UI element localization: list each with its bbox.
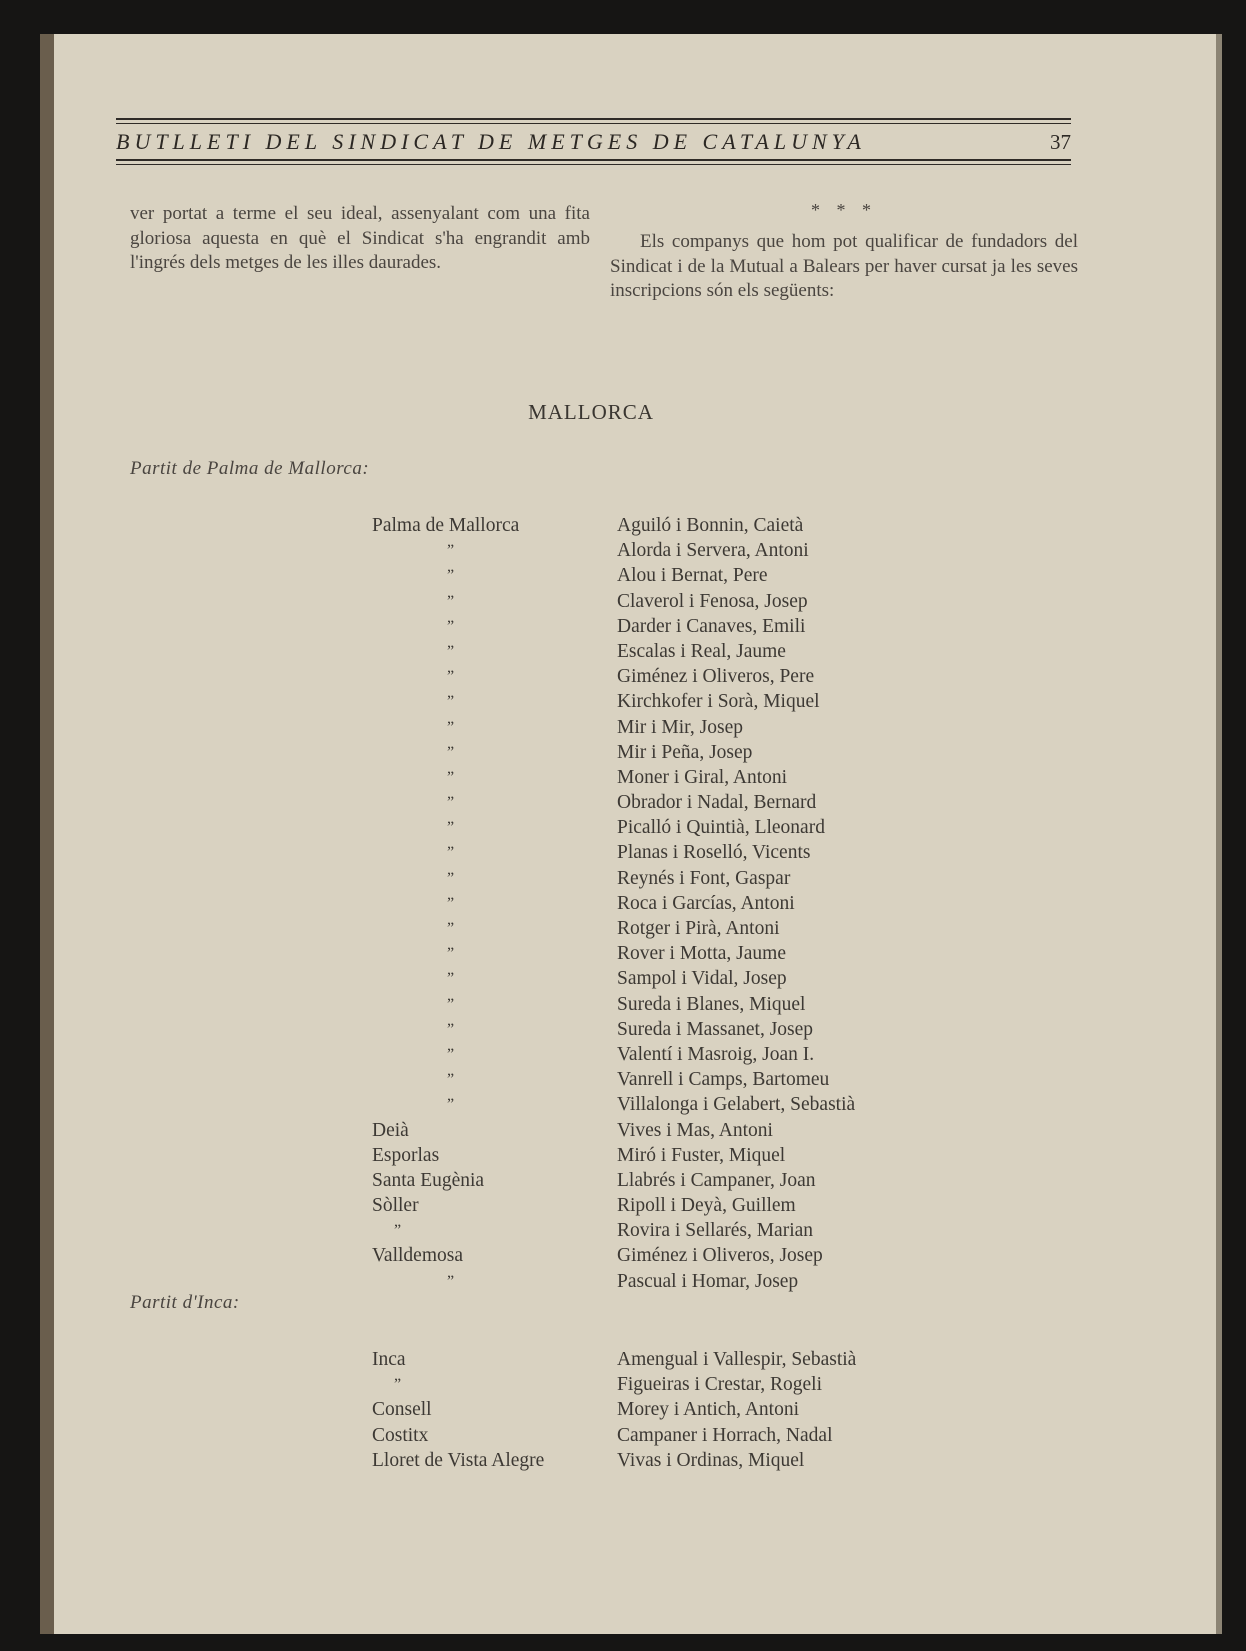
- town-cell: Lloret de Vista Alegre: [372, 1449, 545, 1471]
- member-name-cell: Rotger i Pirà, Antoni: [617, 918, 780, 939]
- town-cell: ”: [447, 995, 455, 1013]
- town-cell: ”: [447, 819, 455, 837]
- list-item: [0, 840, 1182, 865]
- member-name-cell: Rovira i Sellarés, Marian: [617, 1220, 814, 1242]
- member-name-cell: Escalas i Real, Jaume: [617, 640, 786, 662]
- town-cell: ”: [447, 1071, 455, 1089]
- header-rule: [116, 123, 1071, 124]
- town-cell: ”: [447, 894, 455, 912]
- member-name-cell: Llabrés i Campaner, Joan: [617, 1169, 816, 1191]
- member-name-cell: Vanrell i Camps, Bartomeu: [617, 1069, 830, 1091]
- member-name-cell: Ripoll i Deyà, Guillem: [617, 1195, 796, 1217]
- town-cell: ”: [447, 1272, 455, 1290]
- section-title: MALLORCA: [528, 400, 654, 424]
- list-item: [0, 1042, 1182, 1067]
- town-cell: ”: [447, 542, 455, 560]
- list-item: [0, 966, 1182, 991]
- list-item: [0, 1118, 1182, 1143]
- list-item: [0, 1347, 1182, 1372]
- list-item: [0, 538, 1182, 563]
- town-cell: ”: [447, 693, 455, 711]
- list-item: [0, 1067, 1182, 1092]
- member-name-cell: Giménez i Oliveros, Pere: [617, 666, 815, 688]
- member-list-palma: [0, 513, 1182, 1294]
- town-cell: ”: [447, 642, 455, 660]
- town-cell: Santa Eugènia: [372, 1169, 485, 1191]
- member-name-cell: Valentí i Masroig, Joan I.: [617, 1043, 815, 1065]
- town-cell: ”: [447, 869, 455, 887]
- list-item: [0, 614, 1182, 639]
- page-edge: [1216, 34, 1222, 1634]
- running-title: BUTLLETI DEL SINDICAT DE METGES DE CATALUNYA: [116, 129, 866, 154]
- member-name-cell: Roca i Garcías, Antoni: [617, 892, 795, 914]
- list-item: [0, 1243, 1182, 1268]
- list-item: [0, 790, 1182, 815]
- town-cell: Consell: [372, 1399, 432, 1421]
- list-item: [0, 689, 1182, 714]
- town-cell: ”: [447, 970, 455, 988]
- member-name-cell: Vives i Mas, Antoni: [617, 1119, 773, 1141]
- list-item: [0, 765, 1182, 790]
- list-item: [0, 1269, 1182, 1294]
- town-cell: ”: [447, 1020, 455, 1038]
- list-item: [0, 866, 1182, 891]
- list-item: [0, 1092, 1182, 1117]
- town-cell: ”: [447, 592, 455, 610]
- intro-right-paragraph: Els companys que hom pot qualificar de fundadors del Sindicat i de la Mutual a Balears per haver cursat ja les seves inscripcions són els següents:: [610, 231, 1078, 301]
- member-name-cell: Sureda i Blanes, Miquel: [617, 993, 806, 1015]
- town-cell: Valldemosa: [372, 1245, 463, 1267]
- list-item: [0, 941, 1182, 966]
- town-cell: ”: [447, 718, 455, 736]
- list-item: [0, 664, 1182, 689]
- list-item: [0, 1372, 1182, 1397]
- list-item: [0, 513, 1182, 538]
- town-cell: ”: [447, 844, 455, 862]
- town-cell: ”: [447, 945, 455, 963]
- header-rule: [116, 118, 1071, 120]
- running-title-bar: [116, 126, 1071, 158]
- member-name-cell: Campaner i Horrach, Nadal: [617, 1424, 833, 1446]
- district-label-inca: Partit d'Inca:: [130, 1292, 240, 1313]
- town-cell: ”: [447, 617, 455, 635]
- member-name-cell: Claverol i Fenosa, Josep: [617, 590, 808, 612]
- town-cell: Deià: [372, 1119, 409, 1141]
- member-name-cell: Sureda i Massanet, Josep: [617, 1018, 814, 1040]
- list-item: [0, 815, 1182, 840]
- list-item: [0, 916, 1182, 941]
- town-cell: ”: [447, 743, 455, 761]
- member-name-cell: Sampol i Vidal, Josep: [617, 968, 787, 990]
- town-cell: ”: [447, 567, 455, 585]
- member-name-cell: Kirchkofer i Sorà, Miquel: [617, 691, 820, 713]
- member-name-cell: Alou i Bernat, Pere: [617, 565, 768, 587]
- district-label-palma: Partit de Palma de Mallorca:: [130, 458, 370, 479]
- town-cell: ”: [447, 1096, 455, 1114]
- member-name-cell: Giménez i Oliveros, Josep: [617, 1245, 823, 1267]
- list-item: [0, 715, 1182, 740]
- town-cell: Esporlas: [372, 1144, 440, 1166]
- member-name-cell: Morey i Antich, Antoni: [617, 1399, 799, 1421]
- town-cell: ”: [447, 920, 455, 937]
- town-cell: ”: [447, 668, 455, 686]
- header-rule: [116, 164, 1071, 165]
- list-item: [0, 1423, 1182, 1448]
- section-separator: * * *: [811, 200, 877, 220]
- member-name-cell: Mir i Mir, Josep: [617, 716, 743, 738]
- list-item: [0, 1143, 1182, 1168]
- member-name-cell: Picalló i Quintià, Lleonard: [617, 817, 825, 839]
- member-name-cell: Obrador i Nadal, Bernard: [617, 792, 817, 814]
- town-cell: ”: [447, 768, 455, 786]
- list-item: [0, 639, 1182, 664]
- header-rule: [116, 159, 1071, 161]
- member-name-cell: Miró i Fuster, Miquel: [617, 1144, 786, 1166]
- member-name-cell: Alorda i Servera, Antoni: [617, 540, 809, 562]
- town-cell: ”: [447, 1045, 455, 1063]
- list-item: [0, 1168, 1182, 1193]
- member-name-cell: Villalonga i Gelabert, Sebastià: [617, 1094, 856, 1116]
- town-cell: ”: [394, 1376, 402, 1394]
- list-item: [0, 1218, 1182, 1243]
- list-item: [0, 1448, 1182, 1473]
- member-name-cell: Darder i Canaves, Emili: [617, 615, 806, 637]
- page-number: 37: [1050, 129, 1071, 154]
- running-header: [116, 88, 1071, 170]
- member-name-cell: Figueiras i Crestar, Rogeli: [617, 1374, 823, 1396]
- member-name-cell: Reynés i Font, Gaspar: [617, 867, 791, 889]
- member-name-cell: Vivas i Ordinas, Miquel: [617, 1449, 805, 1471]
- town-cell: Inca: [372, 1349, 406, 1370]
- member-name-cell: Moner i Giral, Antoni: [617, 766, 788, 788]
- member-name-cell: Pascual i Homar, Josep: [617, 1270, 799, 1292]
- list-item: [0, 1017, 1182, 1042]
- list-item: [0, 589, 1182, 614]
- town-cell: Sòller: [372, 1195, 419, 1217]
- town-cell: Palma de Mallorca: [372, 515, 520, 536]
- town-cell: Costitx: [372, 1424, 429, 1446]
- member-name-cell: Mir i Peña, Josep: [617, 741, 753, 763]
- town-cell: ”: [394, 1222, 402, 1240]
- list-item: [0, 1193, 1182, 1218]
- member-name-cell: Aguiló i Bonnin, Caietà: [617, 515, 804, 536]
- town-cell: ”: [447, 794, 455, 812]
- member-name-cell: Rover i Motta, Jaume: [617, 943, 786, 965]
- member-name-cell: Planas i Roselló, Vicents: [617, 842, 811, 864]
- member-list-inca: [0, 1347, 1182, 1473]
- member-name-cell: Amengual i Vallespir, Sebastià: [617, 1349, 857, 1370]
- intro-left-paragraph: ver portat a terme el seu ideal, assenyalant com una fita gloriosa aquesta en què el Sindicat s'ha engrandit amb l'ingrés dels metges de les illes daurades.: [130, 203, 590, 273]
- list-item: [0, 891, 1182, 916]
- list-item: [0, 740, 1182, 765]
- list-item: [0, 563, 1182, 588]
- list-item: [0, 1397, 1182, 1422]
- list-item: [0, 992, 1182, 1017]
